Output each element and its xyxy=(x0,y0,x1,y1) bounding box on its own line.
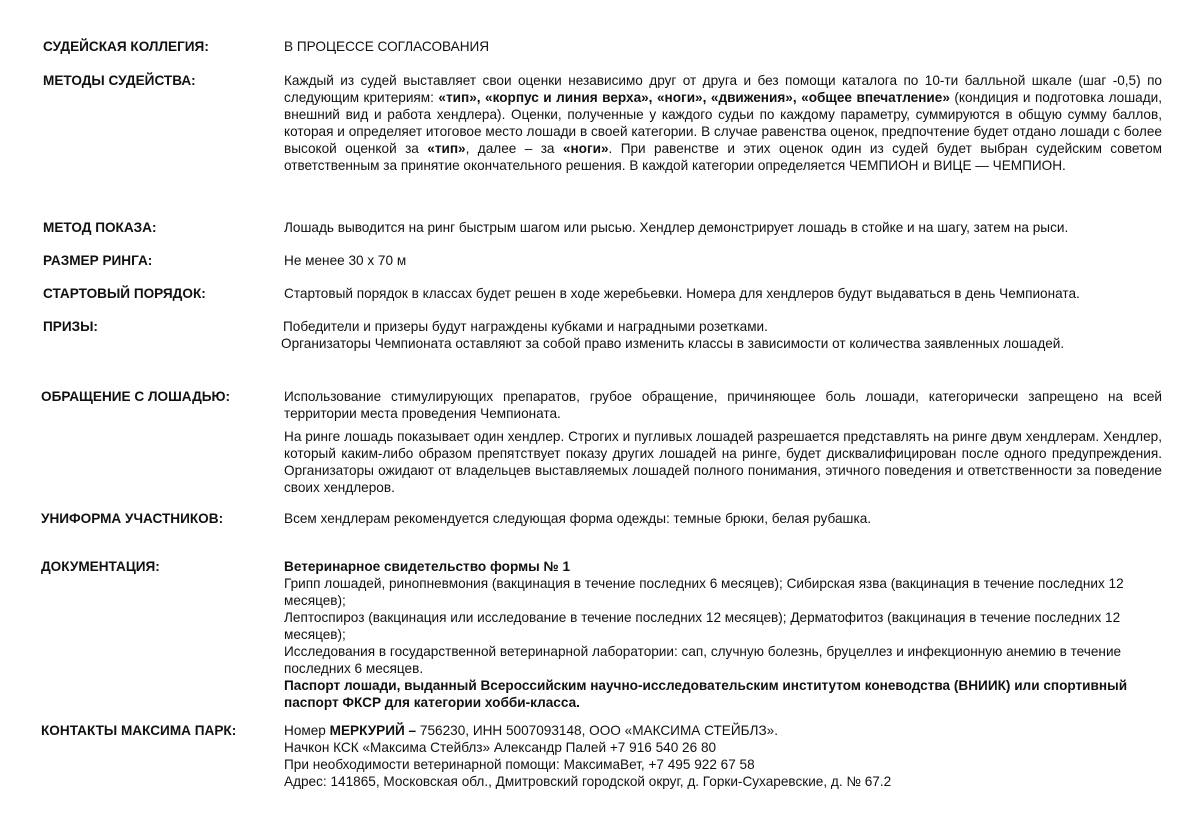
doc-item: Грипп лошадей, ринопневмония (вакцинация в течение последних 6 месяцев); Сибирская язва (вакцинация в течение последних 12 месяцев); xyxy=(284,576,1124,608)
section-label: МЕТОДЫ СУДЕЙСТВА: xyxy=(43,73,196,88)
text-run: Каждый из судей выставляет свои оценки независимо друг от друга и без помощи каталога по 10-ти балльной шкале (шаг -0,5) по следующим критериям: xyxy=(284,73,1162,105)
mercury-line xyxy=(284,722,1162,739)
section-text xyxy=(284,558,1162,711)
section-label: СУДЕЙСКАЯ КОЛЛЕГИЯ: xyxy=(43,39,209,54)
section-text xyxy=(284,388,1162,496)
text-run: Номер xyxy=(284,723,330,738)
mercury-bold: МЕРКУРИЙ – xyxy=(329,723,417,738)
section-text xyxy=(284,722,1162,790)
section-text xyxy=(284,72,1162,174)
text-run: (кондиция и подготовка лошади, внешний вид и работа хендлера). Оценки, полученные у каждого судьи по каждому параметру, суммируются в общую сумму баллов, которая и определяет итоговое место лошади в своей категории. В случае равенства оценок, предпочтение будет отдано лошади с более высокой оценкой за xyxy=(284,90,1162,156)
doc-item: Исследования в государственной ветеринарной лаборатории: сап, случную болезнь, бруцеллез и инфекционную анемию в течение последних 6 месяцев. xyxy=(284,644,1122,676)
text-line: Победители и призеры будут награждены кубками и наградными розетками. xyxy=(283,319,768,334)
section-label: ПРИЗЫ: xyxy=(43,319,98,334)
section-label: МЕТОД ПОКАЗА: xyxy=(43,220,157,235)
criteria-bold: «тип», «корпус и линия верха», «ноги», «движения», «общее впечатление» xyxy=(438,90,950,105)
section-label: СТАРТОВЫЙ ПОРЯДОК: xyxy=(43,286,206,301)
contact-line: При необходимости ветеринарной помощи: МаксимаВет, +7 495 922 67 58 xyxy=(284,757,755,772)
address-line: Адрес: 141865, Московская обл., Дмитровский городской округ, д. Горки-Сухаревские, д. № 67.2 xyxy=(284,774,892,789)
paragraph: На ринге лошадь показывает один хендлер. Строгих и пугливых лошадей разрешается представлять на ринге двум хендлерам. Хендлер, который каким-либо образом препятствует показу других лошадей на ринге, будет дисквалифицирован после одного предупреждения. Организаторы ожидают от владельцев выставляемых лошадей полного понимания, этичного поведения и ответственности за поведение своих хендлеров. xyxy=(284,429,1162,495)
section-label: РАЗМЕР РИНГА: xyxy=(43,253,153,268)
criteria-bold: «тип» xyxy=(427,141,466,156)
section-text: Всем хендлерам рекомендуется следующая форма одежды: темные брюки, белая рубашка. xyxy=(284,511,872,526)
text-run: , далее – за xyxy=(465,141,563,156)
contact-line: Начкон КСК «Максима Стейблз» Александр Палей +7 916 540 26 80 xyxy=(284,740,717,755)
section-text xyxy=(283,318,1161,352)
section-text: В ПРОЦЕССЕ СОГЛАСОВАНИЯ xyxy=(284,39,490,54)
text-line: Организаторы Чемпионата оставляют за собой право изменить классы в зависимости от количества заявленных лошадей. xyxy=(281,336,1065,351)
text-run: . При равенстве и этих оценок один из судей будет выбран судейским советом ответственным за принятие окончательного решения. В каждой категории определяется ЧЕМПИОН и ВИЦЕ — ЧЕМПИОН. xyxy=(284,141,1162,173)
criteria-bold: «ноги» xyxy=(562,141,609,156)
passport-requirement: Паспорт лошади, выданный Всероссийским научно-исследовательским институтом коневодства (ВНИИК) или спортивный паспорт ФКСР для категории хобби-класса. xyxy=(284,678,1128,710)
doc-item: Лептоспироз (вакцинация или исследование в течение последних 12 месяцев); Дерматофитоз (вакцинация в течение последних 12 месяцев); xyxy=(284,610,1121,642)
section-text: Не менее 30 х 70 м xyxy=(284,253,407,268)
section-label: ДОКУМЕНТАЦИЯ: xyxy=(41,559,160,574)
vet-certificate-heading: Ветеринарное свидетельство формы № 1 xyxy=(284,559,571,574)
paragraph: Использование стимулирующих препаратов, грубое обращение, причиняющее боль лошади, категорически запрещено на всей территории места проведения Чемпионата. xyxy=(284,389,1162,421)
section-text: Лошадь выводится на ринг быстрым шагом или рысью. Хендлер демонстрирует лошадь в стойке и на шагу, затем на рыси. xyxy=(284,220,1069,235)
section-label: КОНТАКТЫ МАКСИМА ПАРК: xyxy=(41,723,237,738)
section-text: Стартовый порядок в классах будет решен в ходе жеребьевки. Номера для хендлеров будут выдаваться в день Чемпионата. xyxy=(284,286,1080,301)
section-label: УНИФОРМА УЧАСТНИКОВ: xyxy=(41,511,224,526)
section-label: ОБРАЩЕНИЕ С ЛОШАДЬЮ: xyxy=(41,389,231,404)
text-run: 756230, ИНН 5007093148, ООО «МАКСИМА СТЕЙБЛЗ». xyxy=(416,723,779,738)
